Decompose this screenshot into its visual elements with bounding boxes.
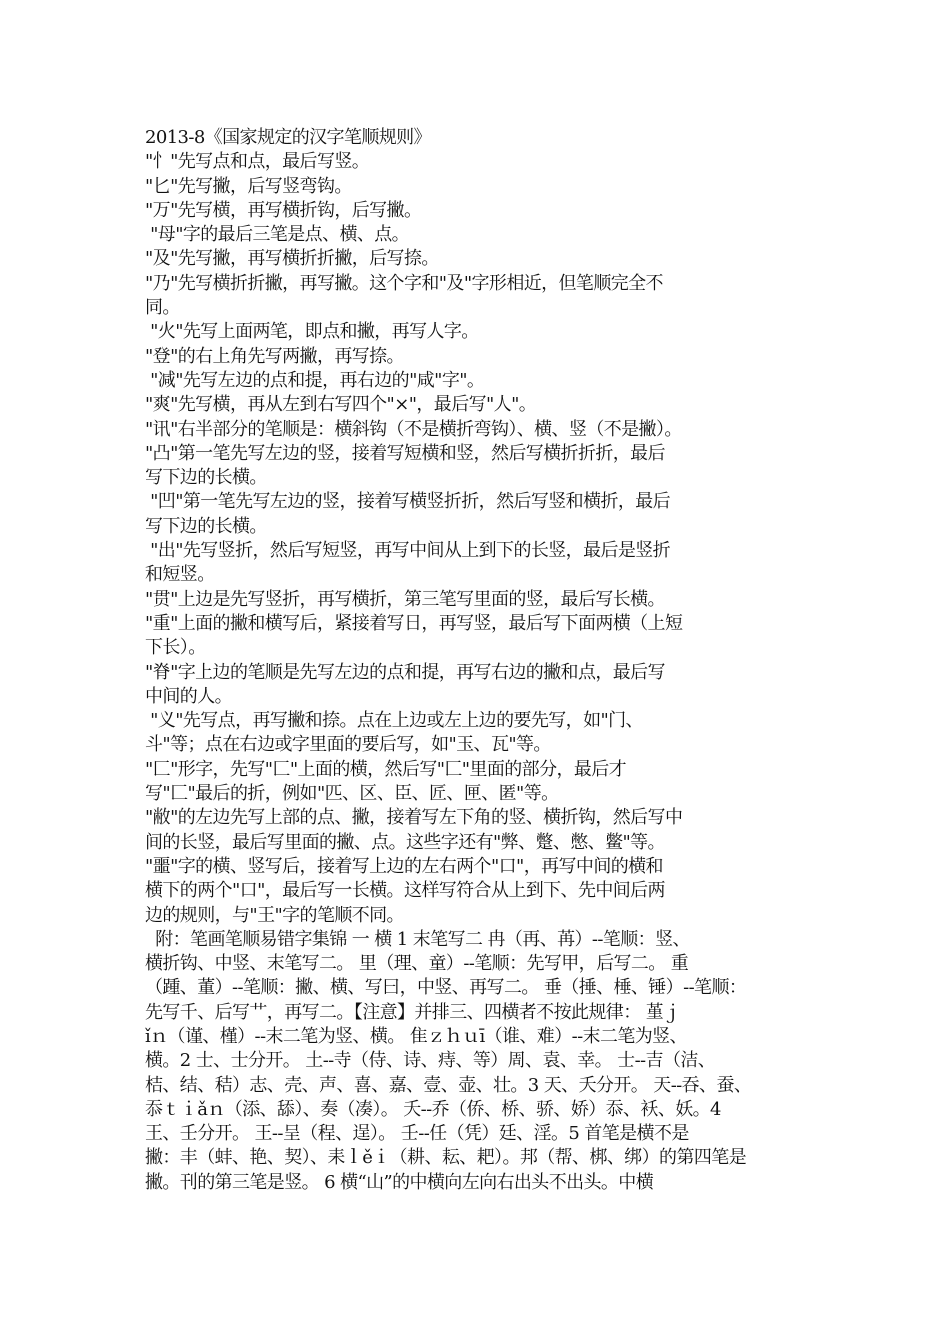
text-line: 中间的人。 [145, 685, 232, 707]
text-line: 间的长竖，最后写里面的撇、点。这些字还有"弊、蹩、憋、鳖"等。 [145, 831, 665, 853]
text-line: 忝ｔｉǎｎ（添、舔）、奏（凑）。 夭--乔（侨、桥、骄、娇）忝、袄、妖。4 [145, 1098, 721, 1120]
text-line: 横折钩、中竖、末笔写二。 里（理、童）--笔顺：先写甲，后写二。 重 [145, 953, 689, 975]
text-line: "讯"右半部分的笔顺是：横斜钩（不是横折弯钩）、横、竖（不是撇）。 [145, 418, 682, 440]
text-line: 横。2 士、士分开。 土--寺（侍、诗、痔、等）周、袁、幸。 士--吉（洁、 [145, 1050, 716, 1072]
text-line: 横下的两个"口"，最后写一长横。这样写符合从上到下、先中间后两 [145, 880, 665, 902]
text-line: 和短竖。 [145, 564, 215, 586]
text-line: 王、壬分开。 王--呈（程、逞）。 壬--任（凭）廷、淫。5 首笔是横不是 [145, 1123, 689, 1145]
document-title: 2013-8《国家规定的汉字笔顺规则》 [145, 127, 431, 148]
text-line: 写下边的长横。 [145, 515, 267, 537]
text-line: "忄"先写点和点，最后写竖。 [145, 151, 370, 173]
text-line: 撇：丰（蚌、艳、契）、耒ｌěｉ（耕、耘、耙）。邦（帮、梆、绑）的第四笔是 [145, 1147, 747, 1169]
text-line: "凸"第一笔先写左边的竖，接着写短横和竖，然后写横折折折，最后 [145, 442, 665, 464]
text-line: （踵、董）--笔顺：撇、横、写曰，中竖、再写二。 垂（捶、棰、锤）--笔顺： [145, 977, 747, 999]
text-line: ǐｎ（谨、槿）--末二笔为竖、横。 隹ｚｈｕī（谁、难）--末二笔为竖、 [145, 1025, 687, 1047]
text-line: "母"字的最后三笔是点、横、点。 [145, 224, 410, 246]
text-line: "火"先写上面两笔，即点和撇，再写人字。 [145, 321, 479, 343]
text-line: 边的规则，与"王"字的笔顺不同。 [145, 904, 404, 926]
text-line: "贯"上边是先写竖折，再写横折，第三笔写里面的竖，最后写长横。 [145, 588, 665, 610]
text-line: 同。 [145, 297, 180, 319]
text-line: "敝"的左边先写上部的点、撇，接着写左下角的竖、横折钩，然后写中 [145, 807, 683, 829]
text-line: "爽"先写横，再从左到右写四个"×"，最后写"人"。 [145, 394, 537, 416]
text-line: 桔、结、秸）志、壳、声、喜、嘉、壹、壶、壮。3 天、夭分开。 天--吞、蚕、 [145, 1074, 752, 1096]
text-line: "乃"先写横折折撇，再写撇。这个字和"及"字形相近，但笔顺完全不 [145, 272, 663, 294]
text-line: 写"匚"最后的折，例如"匹、区、臣、匠、匣、匿"等。 [145, 783, 559, 805]
text-line: "登"的右上角先写两撇，再写捺。 [145, 345, 404, 367]
text-line: "噩"字的横、竖写后，接着写上边的左右两个"口"，再写中间的横和 [145, 855, 663, 877]
text-line: "重"上面的撇和横写后，紧接着写日，再写竖，最后写下面两横（上短 [145, 612, 683, 634]
text-line: "减"先写左边的点和提，再右边的"咸"字"。 [145, 369, 485, 391]
text-line: "及"先写撇，再写横折折撇，后写捺。 [145, 248, 439, 270]
text-line: 附：笔画笔顺易错字集锦 一 横 1 末笔写二 冉（再、苒）--笔顺：竖、 [145, 928, 690, 950]
document-body [145, 126, 810, 1195]
text-line: "匚"形字，先写"匚"上面的横，然后写"匚"里面的部分，最后才 [145, 758, 627, 780]
text-line: "义"先写点，再写撇和捺。点在上边或左上边的要先写，如"门、 [145, 710, 643, 732]
text-line: 撇。刊的第三笔是竖。 6 横“山”的中横向左向右出头不出头。中横 [145, 1171, 654, 1193]
text-line: 写下边的长横。 [145, 467, 267, 489]
text-line: "匕"先写撇，后写竖弯钩。 [145, 175, 352, 197]
text-line: "出"先写竖折，然后写短竖，再写中间从上到下的长竖，最后是竖折 [145, 540, 671, 562]
text-line: 斗"等；点在右边或字里面的要后写，如"玉、瓦"等。 [145, 734, 551, 756]
text-line: "脊"字上边的笔顺是先写左边的点和提，再写右边的撇和点，最后写 [145, 661, 665, 683]
text-line: "凹"第一笔先写左边的竖，接着写横竖折折，然后写竖和横折，最后 [145, 491, 671, 513]
text-line: 下长）。 [145, 637, 206, 659]
text-line: "万"先写横，再写横折钩，后写撇。 [145, 199, 422, 221]
text-line: 先写千、后写艹，再写二。【注意】并排三、四横者不按此规律： 堇ｊ [145, 1001, 681, 1023]
